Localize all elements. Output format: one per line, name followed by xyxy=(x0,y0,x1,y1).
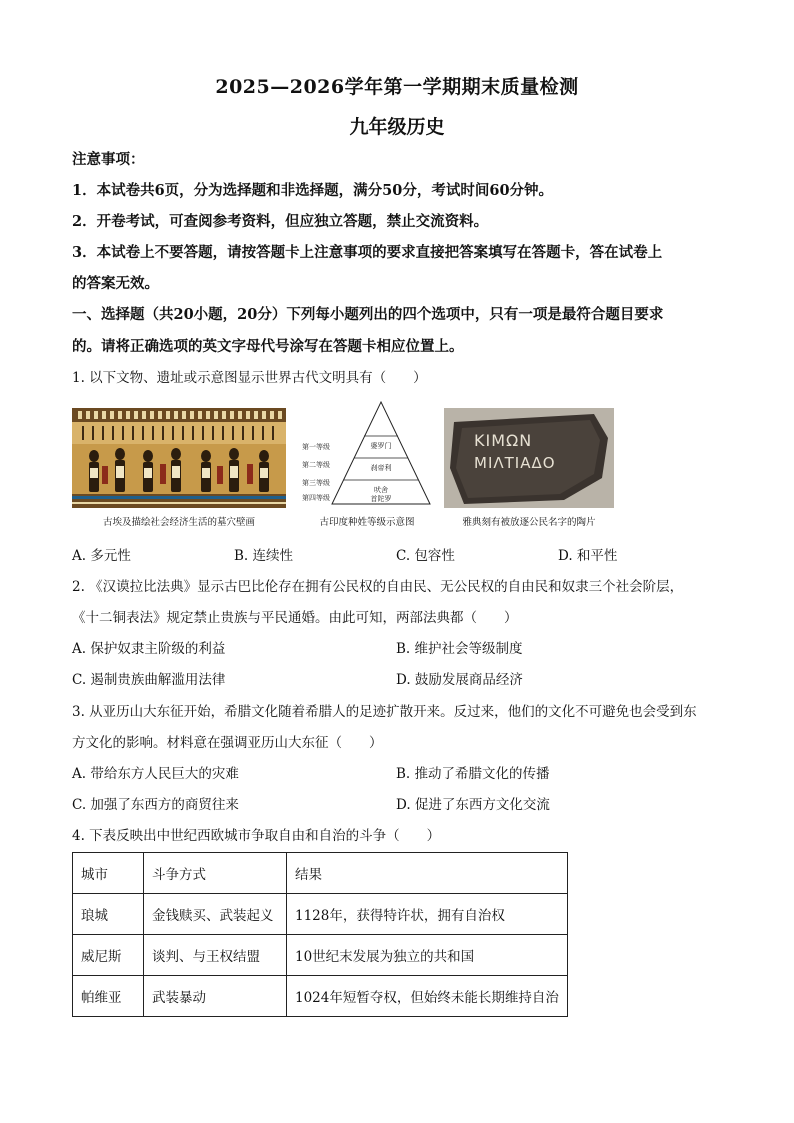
caste-pyramid-diagram xyxy=(302,398,432,510)
table-row xyxy=(73,894,568,935)
q1-caption-egypt: 古埃及描绘社会经济生活的墓穴壁画 xyxy=(102,517,255,528)
q2-option-b[interactable]: B. 维护社会等级制度 xyxy=(396,641,523,657)
q3-option-d[interactable]: D. 促进了东西方文化交流 xyxy=(396,797,550,813)
q1-option-a[interactable]: A. 多元性 xyxy=(72,548,131,564)
notice-item-3-cont: 的答案无效。 xyxy=(72,275,159,292)
table-cell: 武装暴动 xyxy=(144,976,287,1017)
table-row xyxy=(73,935,568,976)
section1-instruction: 一、选择题（共20小题，20分）下列每小题列出的四个选项中，只有一项是最符合题目要求 xyxy=(72,306,664,323)
table-header-cell: 城市 xyxy=(73,853,144,894)
notice-item-1: 1．本试卷共6页，分为选择题和非选择题，满分50分，考试时间60分钟。 xyxy=(72,182,554,199)
caste-level-2-label: 第二等级 xyxy=(302,461,330,469)
table-cell: 帕维亚 xyxy=(73,976,144,1017)
q2-option-a[interactable]: A. 保护奴隶主阶级的利益 xyxy=(72,641,226,657)
table-header-cell: 斗争方式 xyxy=(144,853,287,894)
q1-caption-athens: 雅典刻有被放逐公民名字的陶片 xyxy=(462,517,596,528)
caste-name-3: 吠舍 xyxy=(374,486,388,494)
table-cell: 金钱赎买、武装起义 xyxy=(144,894,287,935)
q2-option-d[interactable]: D. 鼓励发展商品经济 xyxy=(396,672,523,688)
caste-name-4: 首陀罗 xyxy=(370,495,392,503)
caste-level-4-label: 第四等级 xyxy=(302,494,330,502)
q3-stem-cont: 方文化的影响。材料意在强调亚历山大东征（ ） xyxy=(72,735,383,751)
q1-stem: 1. 以下文物、遗址或示意图显示世界古代文明具有（ ） xyxy=(72,370,427,386)
table-cell: 威尼斯 xyxy=(73,935,144,976)
table-cell: 10世纪末发展为独立的共和国 xyxy=(287,935,568,976)
notice-item-3: 3．本试卷上不要答题，请按答题卡上注意事项的要求直接把答案填写在答题卡，答在试卷上 xyxy=(72,244,663,261)
notice-heading: 注意事项： xyxy=(72,151,145,168)
table-header-row xyxy=(73,853,568,894)
q4-stem: 4. 下表反映出中世纪西欧城市争取自由和自治的斗争（ ） xyxy=(72,828,441,844)
ostracon-shard-image xyxy=(444,408,614,508)
section1-instruction-cont: 的。请将正确选项的英文字母代号涂写在答题卡相应位置上。 xyxy=(72,338,464,355)
q2-option-c[interactable]: C. 遏制贵族曲解滥用法律 xyxy=(72,672,226,688)
q2-stem: 2. 《汉谟拉比法典》显示古巴比伦存在拥有公民权的自由民、无公民权的自由民和奴隶三个社会阶层， xyxy=(72,579,684,595)
exam-title: 2025—2026学年第一学期期末质量检测 xyxy=(215,76,579,98)
ostracon-inscription-line-1: ΚΙΜΩΝ xyxy=(474,431,533,450)
caste-level-1-label: 第一等级 xyxy=(302,443,330,451)
table-cell: 琅城 xyxy=(73,894,144,935)
q3-option-b[interactable]: B. 推动了希腊文化的传播 xyxy=(396,766,550,782)
egyptian-mural-image xyxy=(72,408,286,508)
q3-stem: 3. 从亚历山大东征开始，希腊文化随着希腊人的足迹扩散开来。反过来，他们的文化不可避免也会受到东 xyxy=(72,704,697,720)
caste-level-3-label: 第三等级 xyxy=(302,479,330,487)
table-row xyxy=(73,976,568,1017)
q1-option-b[interactable]: B. 连续性 xyxy=(234,548,294,564)
table-cell: 谈判、与王权结盟 xyxy=(144,935,287,976)
ostracon-inscription-line-2: ΜΙΛΤΙΑΔΟ xyxy=(474,454,556,472)
caste-name-1: 婆罗门 xyxy=(370,442,392,450)
q1-option-c[interactable]: C. 包容性 xyxy=(396,548,455,564)
q1-caption-india: 古印度种姓等级示意图 xyxy=(319,517,415,528)
table-header-cell: 结果 xyxy=(287,853,568,894)
q1-option-d[interactable]: D. 和平性 xyxy=(558,548,618,564)
q3-option-a[interactable]: A. 带给东方人民巨大的灾难 xyxy=(72,766,239,782)
q3-option-c[interactable]: C. 加强了东西方的商贸往来 xyxy=(72,797,239,813)
q2-stem-cont: 《十二铜表法》规定禁止贵族与平民通婚。由此可知，两部法典都（ ） xyxy=(72,610,518,626)
notice-item-2: 2．开卷考试，可查阅参考资料，但应独立答题，禁止交流资料。 xyxy=(72,213,489,230)
caste-name-2: 刹帝利 xyxy=(370,464,392,472)
q4-city-struggle-table xyxy=(72,852,568,1017)
exam-subtitle: 九年级历史 xyxy=(349,116,445,138)
table-cell: 1024年短暂夺权，但始终未能长期维持自治 xyxy=(287,976,568,1017)
table-cell: 1128年，获得特许状，拥有自治权 xyxy=(287,894,568,935)
